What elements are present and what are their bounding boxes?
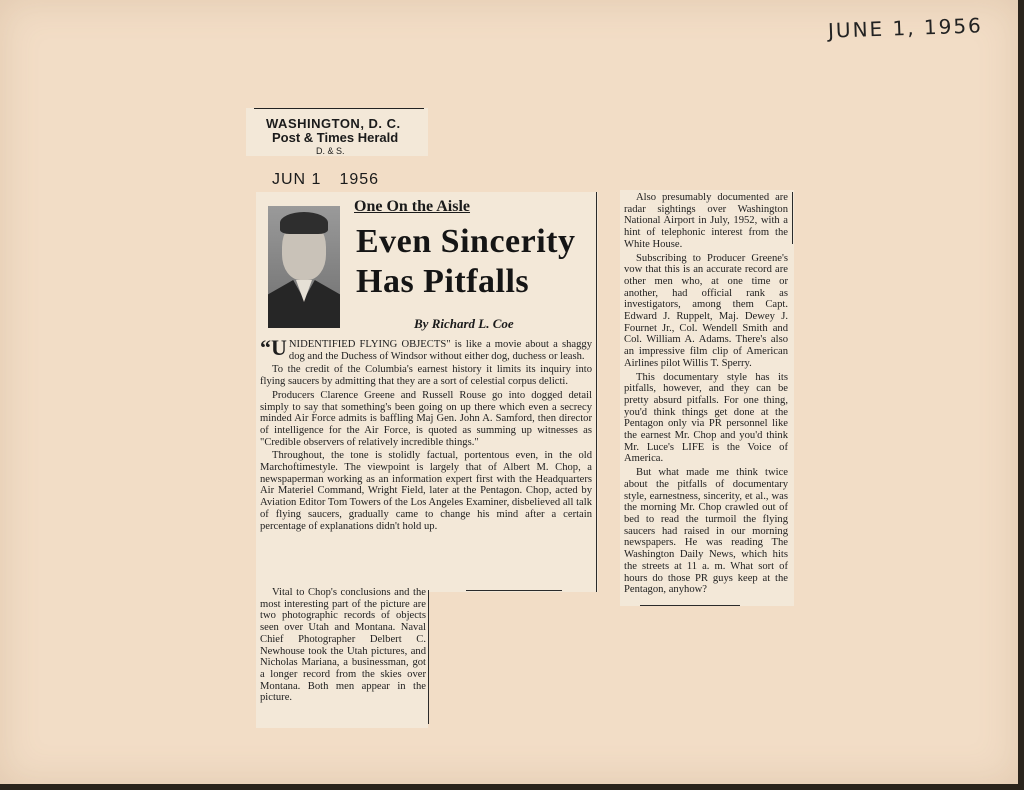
headline: [356, 222, 575, 302]
article-paragraph: But what made me think twice about the pitfalls of documentary style, earnestness, sincerity, et al., was the morning Mr. Chop crawled out of bed to read the turmoil the flying saucers had raised in our morning newspapers. He was reading The Washington Daily News, which hits the streets at 11 a. m. What sort of hours do those PR guys keep at the Pentagon, anyhow?: [624, 467, 788, 596]
column-rule: [428, 590, 429, 724]
article-paragraph: Vital to Chop's conclusions and the most interesting part of the picture are two photographic records of objects seen over Utah and Montana. Naval Chief Photographer Delbert C. Newhouse took the Utah pictures, and Nicholas Mariana, a businessman, got a longer record from the skies over Montana. Both men appear in the picture.: [260, 587, 426, 704]
article-paragraph: Throughout, the tone is stolidly factual, portentous even, in the old Marchoftimestyle. The viewpoint is largely that of Albert M. Chop, a newspaperman working as an information expert first with the Headquarters Air Materiel Command, Wright Field, later at the Pentagon. Chop, acted by Aviation Editor Tom Towers of the Los Angeles Examiner, disbelieved all talk of flying saucers, gradually came to change his mind after a certain percentage of explanations didn't hold up.: [260, 450, 592, 532]
article-paragraph: To the credit of the Columbia's earnest history it limits its inquiry into flying saucers by admitting that they are a sort of celestial corpus delicti.: [260, 364, 592, 388]
date-stamp-day: JUN 1: [272, 171, 322, 188]
column-rule: [596, 192, 597, 592]
byline: By Richard L. Coe: [414, 316, 514, 331]
article-paragraph: Also presumably documented are radar sightings over Washington National Airport in July, 1952, with a hint of telephonic interest from the White House.: [624, 192, 788, 250]
article-bottom-column: [260, 587, 426, 706]
date-stamp-year: 1956: [339, 171, 380, 188]
headline-line-2: Has Pitfalls: [356, 263, 530, 300]
article-paragraph: Subscribing to Producer Greene's vow that this is an accurate record are other men who, at one time or another, had official rank as investigators, among them Capt. Edward J. Ruppelt, Maj. Dewey J. Fournet Jr., Col. Wendell Smith and Col. William A. Adams. There's also an impressive film clip of American Airlines pilot Willis T. Sperry.: [624, 252, 788, 369]
handwritten-date: JUNE 1, 1956: [827, 13, 984, 43]
article-right-column: [624, 192, 788, 598]
drop-cap: “U: [260, 335, 287, 360]
end-rule: [640, 605, 740, 606]
newspaper-edition: D. & S.: [316, 146, 345, 156]
article-paragraph: Producers Clarence Greene and Russell Rouse go into dogged detail simply to say that something's been going on up there which even a secrecy minded Air Force admits is baffling Maj Gen. John A. Samford, then director of intelligence for the Air Force, is quoted as summing up witnesses as "Credible observers of relatively incredible things.": [260, 389, 592, 448]
date-stamp: [272, 171, 379, 189]
newspaper-name: Post & Times Herald: [272, 130, 399, 145]
column-rule: [792, 192, 793, 244]
end-rule: [466, 590, 562, 591]
article-paragraph: This documentary style has its pitfalls, however, and they can be pretty absurd pitfalls. For one thing, you'd think things get done at the Pentagon only via PR personnel like the earnest Mr. Chop and you'd think Mr. Luce's LIFE is the Voice of America.: [624, 371, 788, 465]
headline-line-1: Even Sincerity: [356, 223, 576, 260]
author-photo: [268, 206, 340, 328]
article-paragraph: “U NIDENTIFIED FLYING OBJECTS" is like a movie about a shaggy dog and the Duchess of Windsor without either dog, duchess or leash.: [260, 335, 592, 362]
photo-hair: [280, 212, 328, 234]
newspaper-city: WASHINGTON, D. C.: [266, 116, 401, 131]
column-label: One On the Aisle: [354, 198, 471, 215]
header-rule: [254, 108, 424, 109]
article-main-column: [260, 335, 592, 534]
